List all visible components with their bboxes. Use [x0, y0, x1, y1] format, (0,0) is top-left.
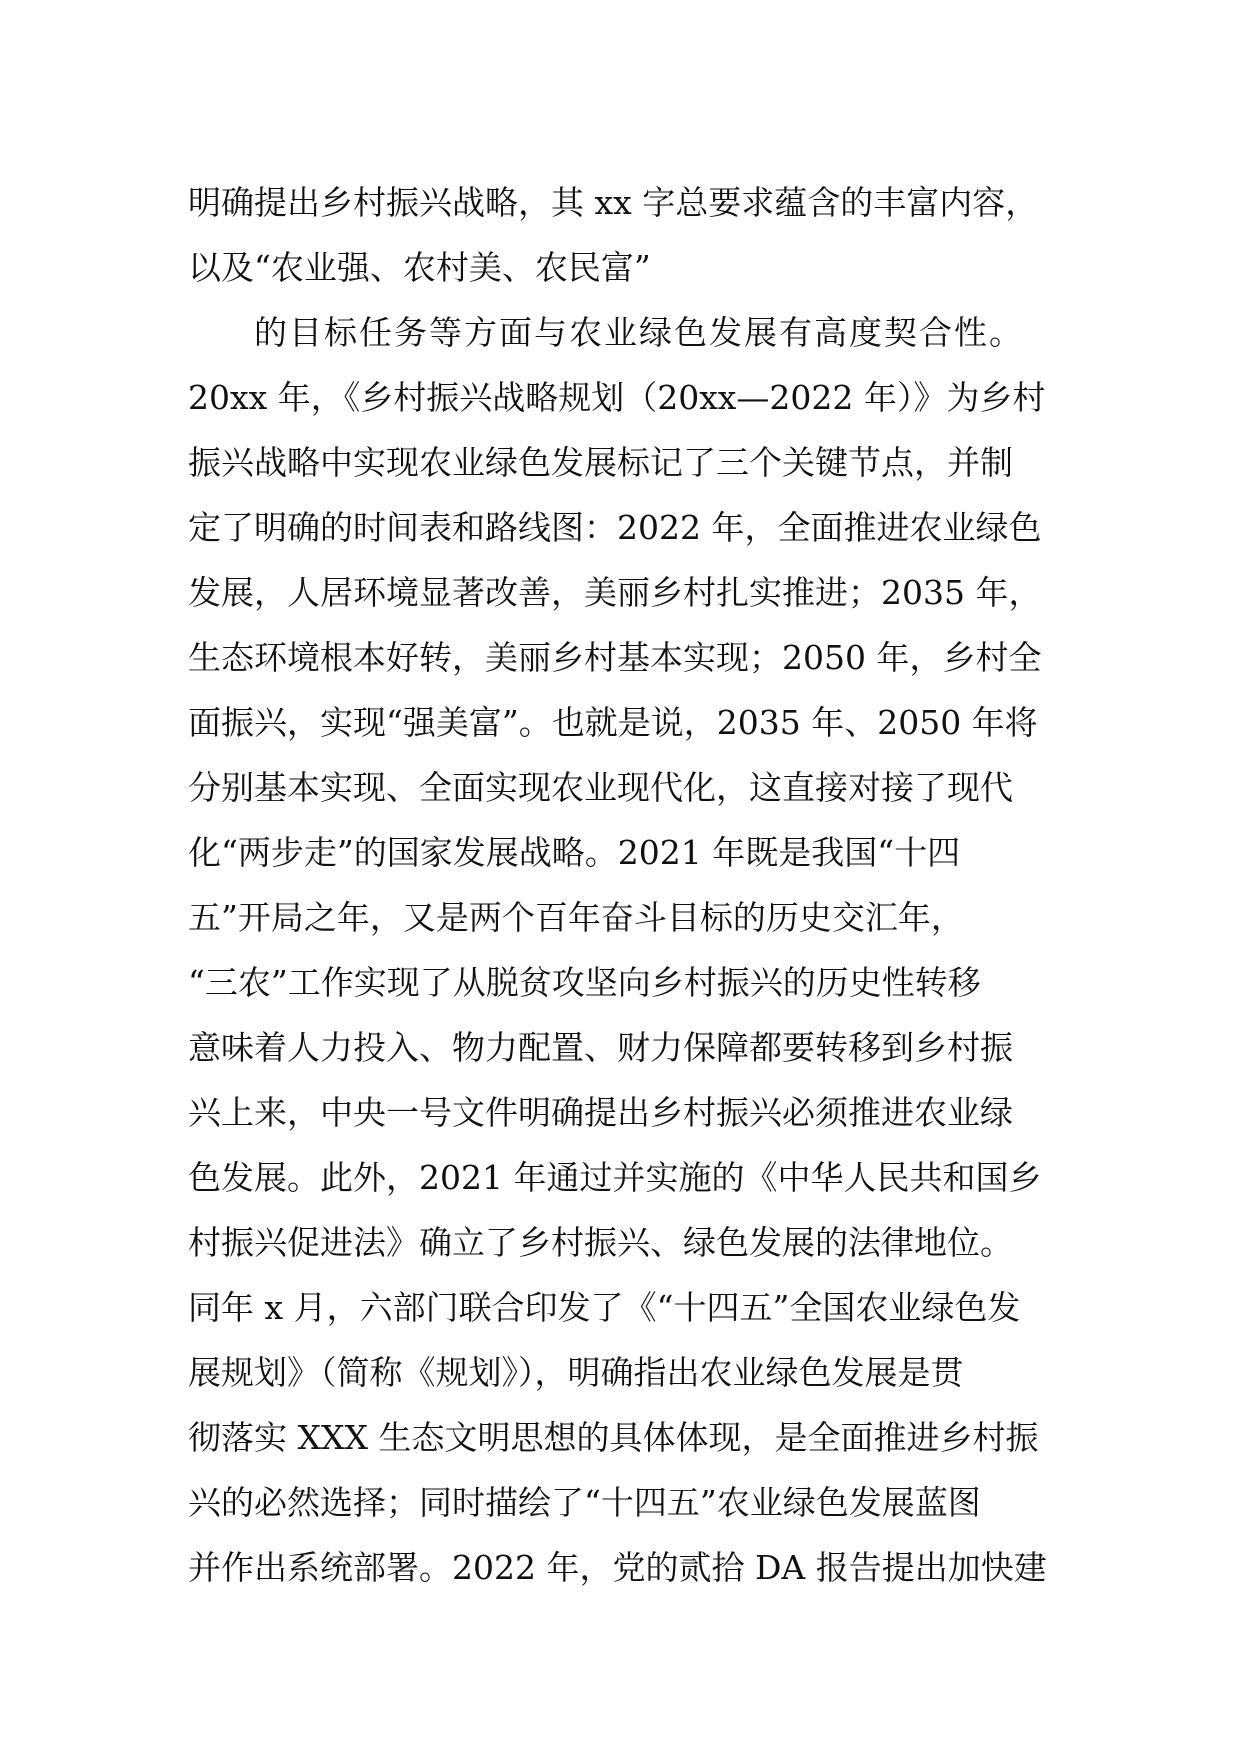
- text-line: 村振兴促进法》确立了乡村振兴、绿色发展的法律地位。: [188, 1223, 1013, 1262]
- text-line: 同年 x 月，六部门联合印发了《“十四五”全国农业绿色发: [188, 1288, 1021, 1327]
- text-line: 面振兴，实现“强美富”。也就是说，2035 年、2050 年将: [188, 703, 1038, 742]
- text-line: “三农”工作实现了从脱贫攻坚向乡村振兴的历史性转移: [188, 963, 981, 1002]
- text-line: 的目标任务等方面与农业绿色发展有高度契合性。: [254, 313, 1024, 352]
- text-line: 发展，人居环境显著改善，美丽乡村扎实推进；2035 年，: [188, 573, 1042, 612]
- text-line: 定了明确的时间表和路线图：2022 年，全面推进农业绿色: [188, 508, 1042, 547]
- body-text: [188, 170, 1068, 1600]
- text-line: 明确提出乡村振兴战略，其 xx 字总要求蕴含的丰富内容，: [188, 183, 1039, 222]
- text-line: 20xx 年，《乡村振兴战略规划（20xx—2022 年）》为乡村: [188, 378, 1046, 417]
- text-line: 以及“农业强、农村美、农民富”: [188, 248, 651, 287]
- text-line: 彻落实 XXX 生态文明思想的具体体现，是全面推进乡村振: [188, 1418, 1039, 1457]
- text-line: 展规划》（简称《规划》），明确指出农业绿色发展是贯: [188, 1353, 964, 1392]
- text-line: 意味着人力投入、物力配置、财力保障都要转移到乡村振: [188, 1028, 1013, 1067]
- text-line: 色发展。此外，2021 年通过并实施的《中华人民共和国乡: [188, 1158, 1042, 1197]
- text-line: 分别基本实现、全面实现农业现代化，这直接对接了现代: [188, 768, 1013, 807]
- text-line: 五”开局之年，又是两个百年奋斗目标的历史交汇年，: [188, 898, 964, 937]
- text-line: 并作出系统部署。2022 年，党的贰拾 DA 报告提出加快建: [188, 1548, 1047, 1587]
- text-line: 兴的必然选择；同时描绘了“十四五”农业绿色发展蓝图: [188, 1483, 981, 1522]
- text-line: 振兴战略中实现农业绿色发展标记了三个关键节点，并制: [188, 443, 1013, 482]
- text-line: 兴上来，中央一号文件明确提出乡村振兴必须推进农业绿: [188, 1093, 1013, 1132]
- text-line: 化“两步走”的国家发展战略。2021 年既是我国“十四: [188, 833, 961, 872]
- text-line: 生态环境根本好转，美丽乡村基本实现；2050 年，乡村全: [188, 638, 1042, 677]
